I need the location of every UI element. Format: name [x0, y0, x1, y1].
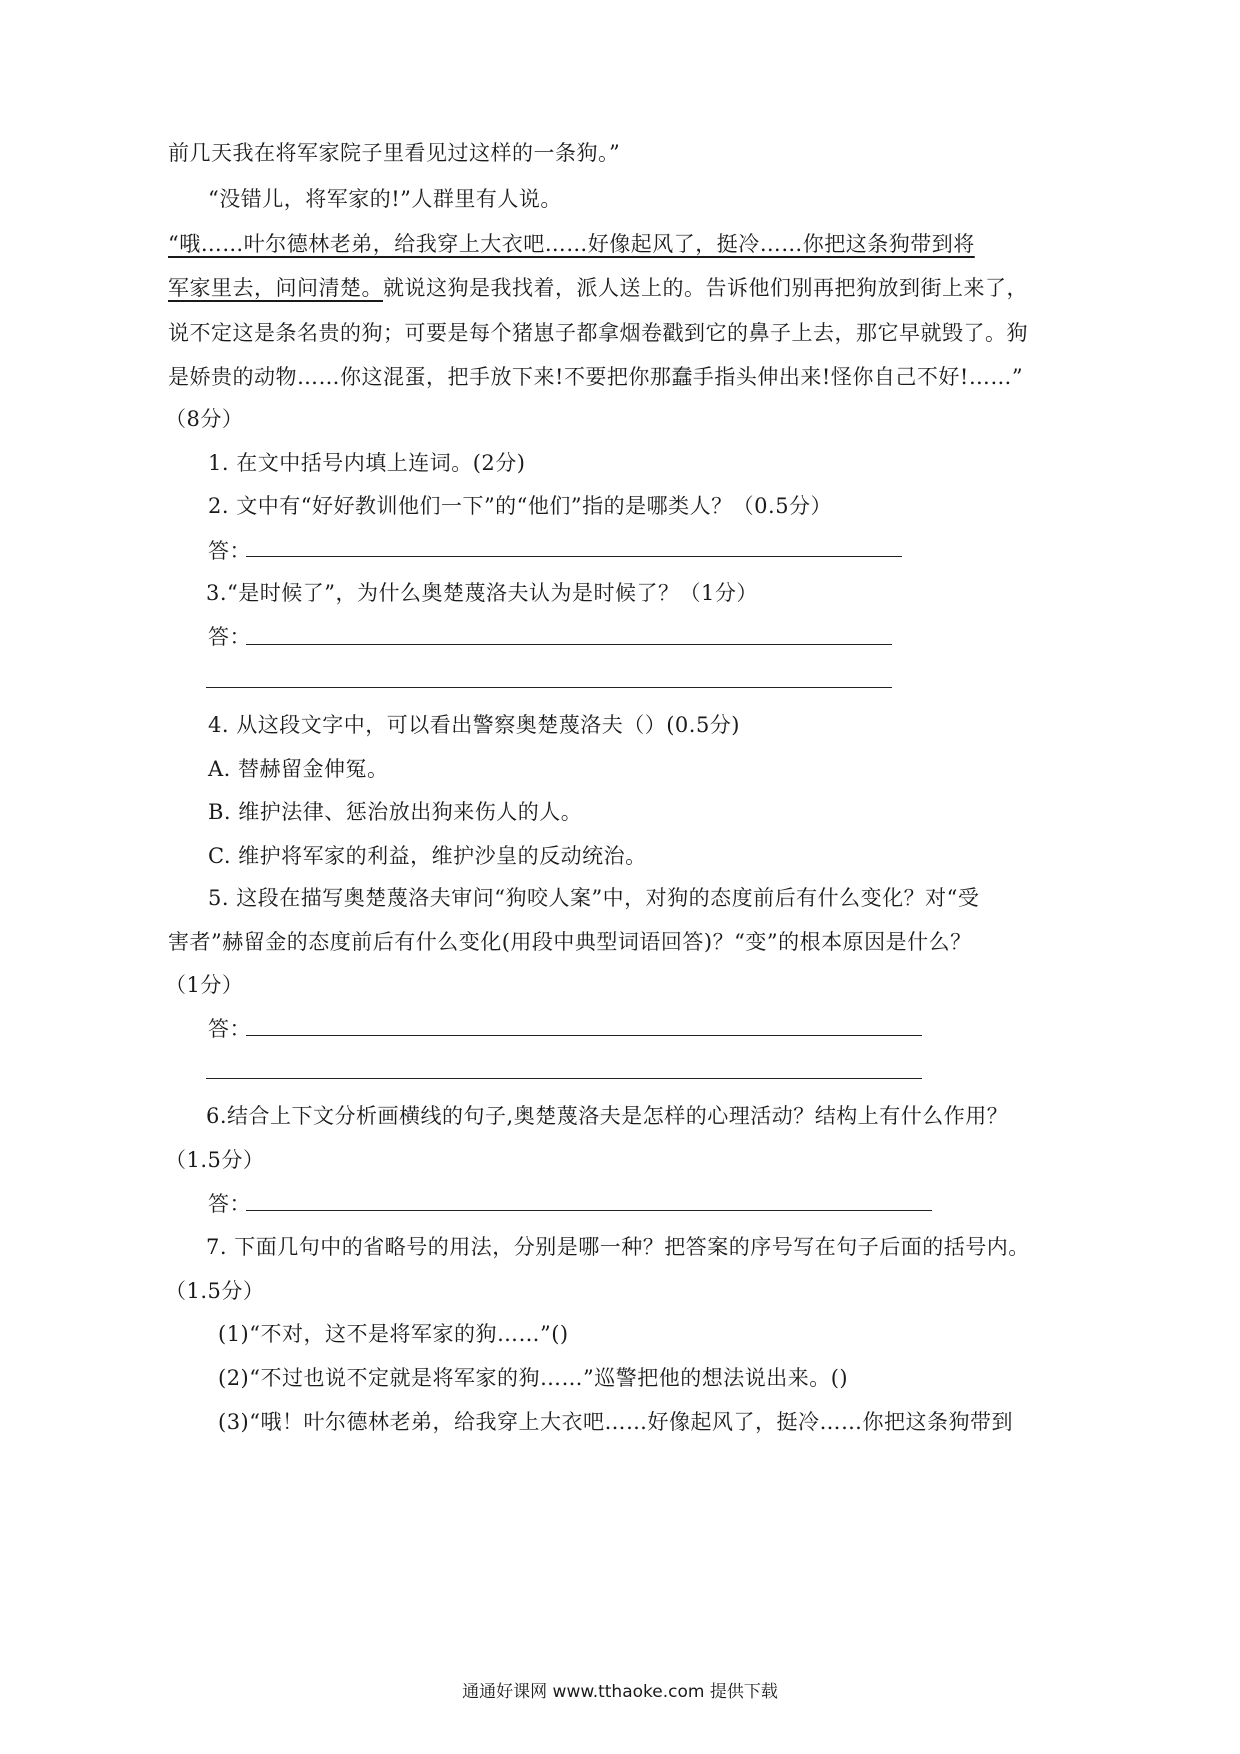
passage-text: 就说这狗是我找着，派人送上的。告诉他们别再把狗放到街上来了，	[383, 276, 1028, 300]
answer-line[interactable]	[246, 1035, 922, 1036]
question-7-item-1: (1)“不对，这不是将军家的狗……”()	[218, 1322, 569, 1346]
passage-line: 说不定这是条名贵的狗；可要是每个猪崽子都拿烟卷戳到它的鼻子上去，那它早就毁了。狗	[168, 321, 1028, 345]
answer-label: 答：	[208, 1017, 251, 1041]
passage-line: 前几天我在将军家院子里看见过这样的一条狗。”	[168, 141, 621, 165]
answer-label: 答：	[208, 539, 251, 563]
question-7: 7. 下面几句中的省略号的用法，分别是哪一种？把答案的序号写在句子后面的括号内。	[206, 1235, 1030, 1259]
passage-line	[168, 273, 1028, 303]
question-4-option-b: B. 维护法律、惩治放出狗来伤人的人。	[208, 800, 583, 824]
question-7-item-3: (3)“哦！叶尔德林老弟，给我穿上大衣吧……好像起风了，挺冷……你把这条狗带到	[218, 1410, 1013, 1434]
passage-underlined-line	[168, 229, 975, 259]
question-1: 1. 在文中括号内填上连词。(2分)	[208, 451, 526, 475]
passage-score: （8分）	[165, 407, 244, 431]
question-7-item-2: (2)“不过也说不定就是将军家的狗……”巡警把他的想法说出来。()	[218, 1366, 849, 1390]
underlined-sentence: 军家里去，问问清楚。	[168, 276, 383, 300]
question-6-score: （1.5分）	[165, 1148, 265, 1172]
passage-line: “没错儿，将军家的!”人群里有人说。	[208, 187, 562, 211]
answer-line[interactable]	[206, 1078, 922, 1079]
answer-line[interactable]	[206, 687, 892, 688]
question-7-score: （1.5分）	[165, 1279, 265, 1303]
question-5-score: （1分）	[165, 973, 244, 997]
answer-label: 答：	[208, 625, 251, 649]
question-6: 6.结合上下文分析画横线的句子,奥楚蔑洛夫是怎样的心理活动？结构上有什么作用？	[206, 1104, 1009, 1128]
answer-line[interactable]	[246, 556, 902, 557]
question-5: 害者”赫留金的态度前后有什么变化(用段中典型词语回答)？“变”的根本原因是什么？	[168, 930, 972, 954]
answer-line[interactable]	[246, 1210, 932, 1211]
question-2: 2. 文中有“好好教训他们一下”的“他们”指的是哪类人？（0.5分）	[208, 494, 833, 518]
question-4-option-c: C. 维护将军家的利益，维护沙皇的反动统治。	[208, 844, 647, 868]
underlined-sentence: “哦……叶尔德林老弟，给我穿上大衣吧……好像起风了，挺冷……你把这条狗带到将	[168, 232, 975, 256]
passage-line: 是娇贵的动物……你这混蛋，把手放下来!不要把你那蠢手指头伸出来!怪你自己不好!……”	[168, 365, 1024, 389]
footer-download-note: 通通好课网 www.tthaoke.com 提供下载	[462, 1682, 778, 1702]
answer-line[interactable]	[246, 644, 892, 645]
question-4-option-a: A. 替赫留金伸冤。	[208, 757, 389, 781]
answer-label: 答：	[208, 1192, 251, 1216]
question-5: 5. 这段在描写奥楚蔑洛夫审问“狗咬人案”中，对狗的态度前后有什么变化？对“受	[208, 886, 980, 910]
question-4: 4. 从这段文字中，可以看出警察奥楚蔑洛夫（）(0.5分)	[208, 713, 740, 737]
question-3: 3.“是时候了”，为什么奥楚蔑洛夫认为是时候了？（1分）	[206, 581, 758, 605]
